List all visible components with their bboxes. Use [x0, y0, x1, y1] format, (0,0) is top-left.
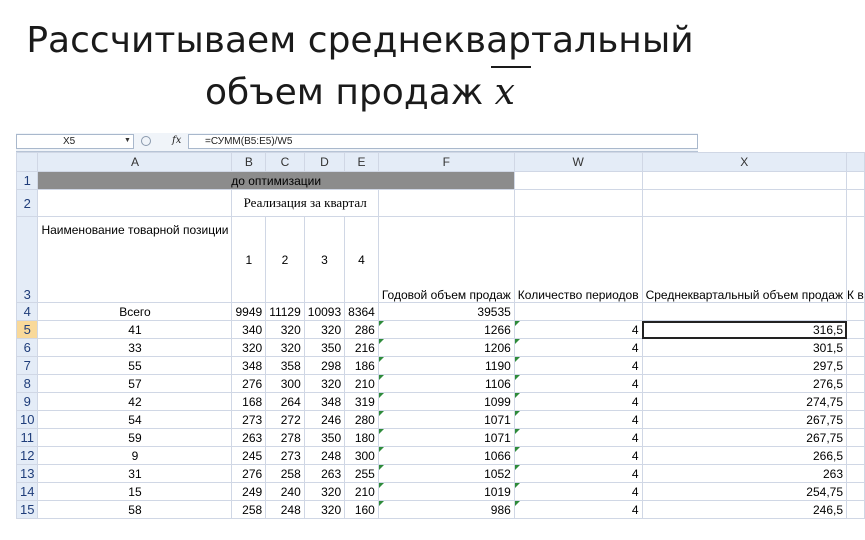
table-row — [17, 357, 865, 375]
periods-cell[interactable]: 4 — [514, 375, 642, 393]
q3-cell[interactable]: 320 — [304, 483, 344, 501]
table-row — [17, 447, 865, 465]
cell[interactable] — [847, 411, 865, 429]
data-rows — [17, 321, 865, 519]
quarter-1-cell[interactable]: 1 — [232, 217, 266, 303]
q3-cell[interactable]: 320 — [304, 321, 344, 339]
row-header[interactable]: 10 — [17, 411, 38, 429]
q2-cell[interactable]: 248 — [266, 501, 305, 519]
cell[interactable] — [847, 429, 865, 447]
cell[interactable] — [847, 375, 865, 393]
annual-cell[interactable]: 1019 — [378, 483, 514, 501]
q4-cell[interactable]: 280 — [345, 411, 379, 429]
row-header[interactable]: 5 — [17, 321, 38, 339]
periods-cell[interactable]: 4 — [514, 339, 642, 357]
annual-cell[interactable]: 1099 — [378, 393, 514, 411]
cell[interactable] — [642, 172, 846, 190]
table-row — [17, 393, 865, 411]
cell[interactable] — [847, 483, 865, 501]
annual-cell[interactable]: 1206 — [378, 339, 514, 357]
avg-cell[interactable]: 267,75 — [642, 429, 846, 447]
sheet-grid — [16, 152, 865, 519]
periods-cell[interactable]: 4 — [514, 429, 642, 447]
formula-bar — [16, 133, 698, 152]
col-header-d[interactable]: D — [304, 153, 344, 172]
quarter-3-cell[interactable]: 3 — [304, 217, 344, 303]
product-id-cell[interactable]: 59 — [38, 429, 232, 447]
q2-cell[interactable]: 320 — [266, 321, 305, 339]
product-id-cell[interactable]: 57 — [38, 375, 232, 393]
q1-cell[interactable]: 258 — [232, 501, 266, 519]
q4-cell[interactable]: 186 — [345, 357, 379, 375]
cell[interactable] — [847, 393, 865, 411]
q3-cell[interactable]: 248 — [304, 447, 344, 465]
periods-cell[interactable]: 4 — [514, 411, 642, 429]
avg-cell[interactable]: 254,75 — [642, 483, 846, 501]
col-header-w[interactable]: W — [514, 153, 642, 172]
q3-cell[interactable]: 246 — [304, 411, 344, 429]
product-id-cell[interactable]: 31 — [38, 465, 232, 483]
q4-cell[interactable]: 180 — [345, 429, 379, 447]
table-row — [17, 501, 865, 519]
q1-cell[interactable]: 273 — [232, 411, 266, 429]
table-row — [17, 483, 865, 501]
q2-cell[interactable]: 264 — [266, 393, 305, 411]
total-q3-cell[interactable]: 10093 — [304, 303, 344, 321]
avg-cell[interactable]: 263 — [642, 465, 846, 483]
avg-cell[interactable]: 267,75 — [642, 411, 846, 429]
product-id-cell[interactable]: 54 — [38, 411, 232, 429]
cell[interactable] — [642, 190, 846, 217]
annual-cell[interactable]: 1071 — [378, 411, 514, 429]
avg-cell[interactable]: 246,5 — [642, 501, 846, 519]
row-header-3[interactable]: 3 — [17, 217, 38, 303]
annual-cell[interactable]: 1071 — [378, 429, 514, 447]
title-variable-x: x — [494, 72, 515, 113]
table-row — [17, 411, 865, 429]
avg-cell[interactable]: 276,5 — [642, 375, 846, 393]
cell[interactable] — [847, 465, 865, 483]
q1-cell[interactable]: 249 — [232, 483, 266, 501]
quarter-4-cell[interactable]: 4 — [345, 217, 379, 303]
product-id-cell[interactable]: 41 — [38, 321, 232, 339]
function-icon[interactable]: fx — [172, 135, 182, 146]
annual-cell[interactable]: 1106 — [378, 375, 514, 393]
name-box[interactable]: X5 — [16, 134, 134, 149]
product-id-cell[interactable]: 15 — [38, 483, 232, 501]
total-label-cell[interactable]: Всего — [38, 303, 232, 321]
row-header[interactable]: 14 — [17, 483, 38, 501]
annual-cell[interactable]: 1266 — [378, 321, 514, 339]
cell[interactable] — [847, 321, 865, 339]
periods-cell[interactable]: 4 — [514, 501, 642, 519]
q4-cell[interactable]: 210 — [345, 375, 379, 393]
row-header[interactable]: 7 — [17, 357, 38, 375]
q4-cell[interactable]: 255 — [345, 465, 379, 483]
mean-bar-accent — [491, 66, 531, 68]
cell[interactable] — [847, 357, 865, 375]
table-row — [17, 339, 865, 357]
quarter-2-cell[interactable]: 2 — [266, 217, 305, 303]
table-row — [17, 465, 865, 483]
periods-header-cell[interactable]: Количество периодов — [514, 217, 642, 303]
q1-cell[interactable]: 245 — [232, 447, 266, 465]
spreadsheet-screenshot — [16, 133, 864, 523]
row-header[interactable]: 9 — [17, 393, 38, 411]
q1-cell[interactable]: 340 — [232, 321, 266, 339]
cell[interactable] — [847, 172, 865, 190]
cell[interactable] — [514, 303, 642, 321]
row-header-2[interactable]: 2 — [17, 190, 38, 217]
formula-input[interactable]: =СУММ(B5:E5)/W5 — [188, 134, 698, 149]
q3-cell[interactable]: 298 — [304, 357, 344, 375]
avg-cell[interactable]: 301,5 — [642, 339, 846, 357]
product-id-cell[interactable]: 55 — [38, 357, 232, 375]
row-header[interactable]: 11 — [17, 429, 38, 447]
product-id-cell[interactable]: 33 — [38, 339, 232, 357]
periods-cell[interactable]: 4 — [514, 447, 642, 465]
cell[interactable] — [642, 303, 846, 321]
col-header-y[interactable] — [847, 153, 865, 172]
q4-cell[interactable]: 300 — [345, 447, 379, 465]
q2-cell[interactable]: 300 — [266, 375, 305, 393]
q3-cell[interactable]: 350 — [304, 339, 344, 357]
q3-cell[interactable]: 320 — [304, 501, 344, 519]
avg-cell[interactable]: 297,5 — [642, 357, 846, 375]
q3-cell[interactable]: 263 — [304, 465, 344, 483]
band-header-cell[interactable]: до оптимизации — [38, 172, 514, 190]
select-all-corner[interactable] — [17, 153, 38, 172]
cell[interactable] — [847, 501, 865, 519]
table-row — [17, 375, 865, 393]
avg-cell[interactable]: 316,5 — [642, 321, 846, 339]
product-id-cell[interactable]: 58 — [38, 501, 232, 519]
col-header-a[interactable]: A — [38, 153, 232, 172]
q1-cell[interactable]: 263 — [232, 429, 266, 447]
avg-header-cell[interactable]: Среднеквартальный объем продаж — [642, 217, 846, 303]
slide-title-line2 — [0, 70, 720, 116]
avg-cell[interactable]: 274,75 — [642, 393, 846, 411]
product-id-cell[interactable]: 42 — [38, 393, 232, 411]
col-header-b[interactable]: B — [232, 153, 266, 172]
periods-cell[interactable]: 4 — [514, 321, 642, 339]
cell[interactable] — [378, 190, 514, 217]
q1-cell[interactable]: 276 — [232, 465, 266, 483]
table-row — [17, 429, 865, 447]
q4-cell[interactable]: 319 — [345, 393, 379, 411]
q1-cell[interactable]: 168 — [232, 393, 266, 411]
annual-cell[interactable]: 1066 — [378, 447, 514, 465]
col-header-x[interactable]: X — [642, 153, 846, 172]
name-header-cell[interactable]: Наименование товарной позиции — [38, 217, 232, 303]
total-q4-cell[interactable]: 8364 — [345, 303, 379, 321]
total-q2-cell[interactable]: 11129 — [266, 303, 305, 321]
total-q1-cell[interactable]: 9949 — [232, 303, 266, 321]
q4-cell[interactable]: 210 — [345, 483, 379, 501]
q3-cell[interactable]: 348 — [304, 393, 344, 411]
col-header-e[interactable]: E — [345, 153, 379, 172]
row-header[interactable]: 13 — [17, 465, 38, 483]
row-header[interactable]: 6 — [17, 339, 38, 357]
periods-cell[interactable]: 4 — [514, 393, 642, 411]
q4-cell[interactable]: 286 — [345, 321, 379, 339]
cell[interactable] — [847, 190, 865, 217]
row-header[interactable]: 12 — [17, 447, 38, 465]
q3-cell[interactable]: 350 — [304, 429, 344, 447]
total-annual-cell[interactable]: 39535 — [378, 303, 514, 321]
avg-cell[interactable]: 266,5 — [642, 447, 846, 465]
cell[interactable] — [514, 172, 642, 190]
q2-cell[interactable]: 273 — [266, 447, 305, 465]
row-header-1[interactable]: 1 — [17, 172, 38, 190]
annual-header-cell[interactable]: Годовой объем продаж — [378, 217, 514, 303]
q2-cell[interactable]: 272 — [266, 411, 305, 429]
col-header-f[interactable]: F — [378, 153, 514, 172]
quarter-header-cell[interactable]: Реализация за квартал — [232, 190, 378, 217]
row-header[interactable]: 15 — [17, 501, 38, 519]
col-header-c[interactable]: C — [266, 153, 305, 172]
periods-cell[interactable]: 4 — [514, 483, 642, 501]
title-text: объем продаж — [205, 72, 484, 113]
q3-cell[interactable]: 320 — [304, 375, 344, 393]
annual-cell[interactable]: 1190 — [378, 357, 514, 375]
cell[interactable] — [38, 190, 232, 217]
next-header-cell[interactable]: К в — [847, 217, 865, 303]
q1-cell[interactable]: 348 — [232, 357, 266, 375]
q1-cell[interactable]: 276 — [232, 375, 266, 393]
periods-cell[interactable]: 4 — [514, 465, 642, 483]
table-row — [17, 321, 865, 339]
q2-cell[interactable]: 278 — [266, 429, 305, 447]
q2-cell[interactable]: 358 — [266, 357, 305, 375]
q4-cell[interactable]: 216 — [345, 339, 379, 357]
chevron-down-icon[interactable]: ▼ — [124, 137, 131, 144]
cell[interactable] — [847, 303, 865, 321]
cell[interactable] — [847, 447, 865, 465]
slide-title-line1: Рассчитываем среднеквартальный — [26, 20, 694, 61]
annual-cell[interactable]: 986 — [378, 501, 514, 519]
q1-cell[interactable]: 320 — [232, 339, 266, 357]
zoom-circle-icon — [141, 136, 151, 146]
periods-cell[interactable]: 4 — [514, 357, 642, 375]
q2-cell[interactable]: 240 — [266, 483, 305, 501]
cell[interactable] — [847, 339, 865, 357]
annual-cell[interactable]: 1052 — [378, 465, 514, 483]
q2-cell[interactable]: 258 — [266, 465, 305, 483]
cell[interactable] — [514, 190, 642, 217]
q2-cell[interactable]: 320 — [266, 339, 305, 357]
row-header-4[interactable]: 4 — [17, 303, 38, 321]
product-id-cell[interactable]: 9 — [38, 447, 232, 465]
q4-cell[interactable]: 160 — [345, 501, 379, 519]
row-header[interactable]: 8 — [17, 375, 38, 393]
